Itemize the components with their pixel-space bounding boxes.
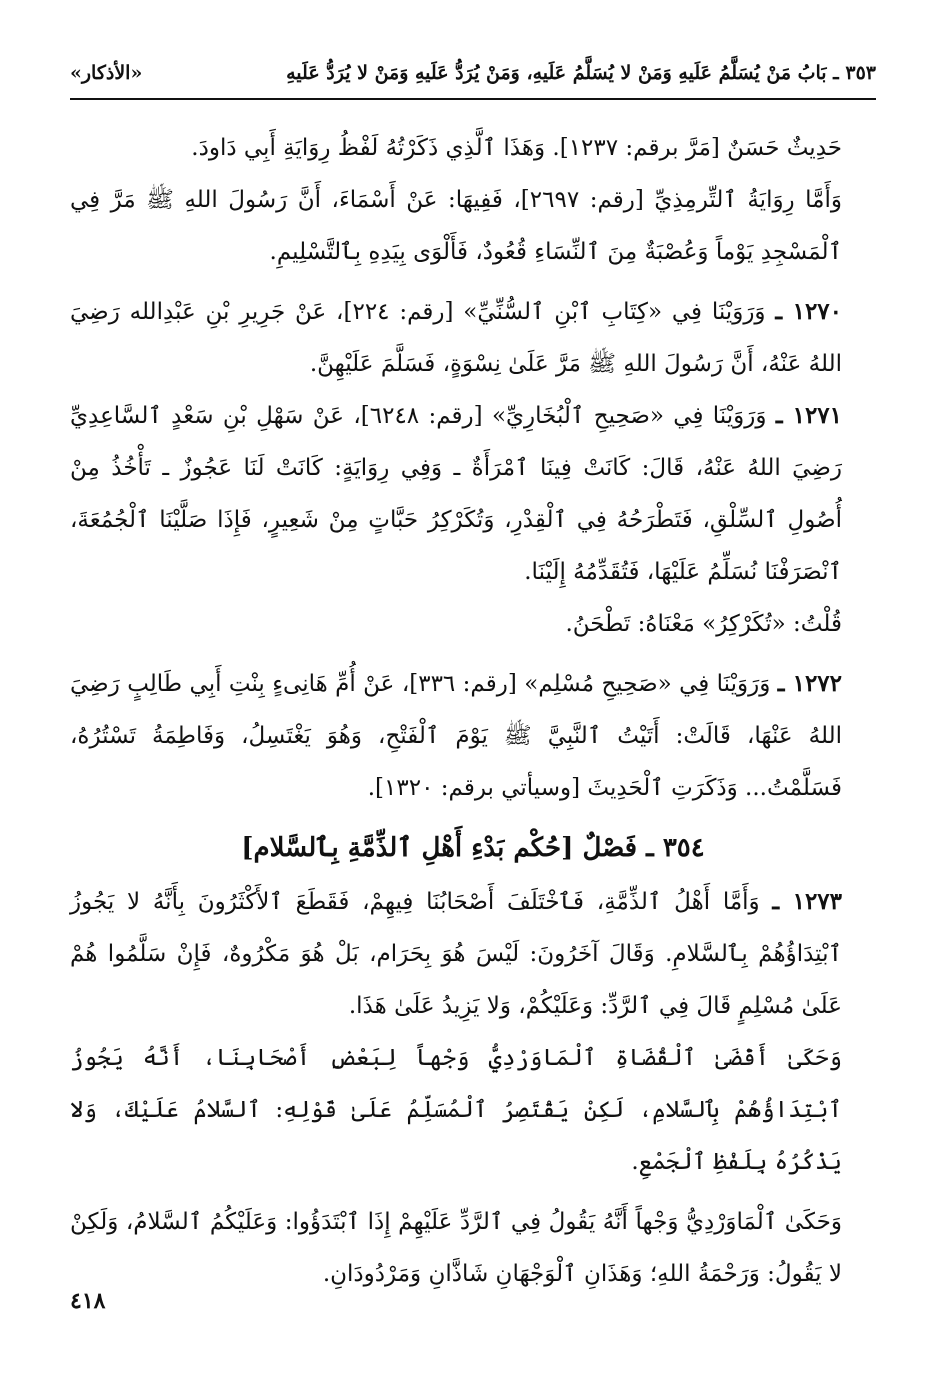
book-page: [70, 52, 876, 1342]
chapter-title: ٣٥٣ ـ بَابُ مَنْ يُسَلَّمُ عَلَيهِ وَمَنْ لا يُسَلَّمُ عَلَيهِ، وَمَنْ يُرَدُّ عَلَيهِ وَمَنْ لا يُرَدُّ عَلَيهِ: [286, 62, 876, 84]
hadith-number: ١٢٧١ ـ: [775, 402, 843, 429]
running-header: [70, 52, 876, 100]
paragraph-text: وَرَوَيْنَا فِي «صَحِيحِ ٱلْبُخَارِيِّ» [رقم: ٦٢٤٨]، عَنْ سَهْلِ بْنِ سَعْدٍ ٱلسَّاعِدِيِّ رَضِيَ اللهُ عَنْهُ، قَالَ: كَانَتْ فِينَا ٱمْرَأَةٌ ـ وَفِي رِوَايَةٍ: كَانَتْ لَنَا عَجُوزٌ ـ تَأْخُذُ مِنْ أُصُولِ ٱلسِّلْقِ، فَتَطْرَحُهُ فِي ٱلْقِدْرِ، وَتُكَرْكِرُ حَبَّاتٍ مِنْ شَعِيرٍ، فَإِذَا صَلَّيْنَا ٱلْجُمُعَةَ، ٱنْصَرَفْنَا نُسَلِّمُ عَلَيْهَا، فَتُقَدِّمُهُ إِلَيْنَا.: [70, 403, 842, 585]
hadith-number: ١٢٧٢ ـ: [777, 670, 843, 697]
book-title: «الأذكار»: [70, 62, 143, 84]
page-body: [70, 122, 876, 1300]
paragraph: [70, 876, 876, 1032]
paragraph-text: وَحَكَىٰ ٱلْمَاوَرْدِيُّ وَجْهاً أَنَّهُ يَقُولُ فِي ٱلرَّدِّ عَلَيْهِمْ إِذَا ٱبْتَدَؤُوا: وَعَلَيْكُمُ ٱلسَّلامُ، وَلَكِنْ لا يَقُولُ: وَرَحْمَةُ اللهِ؛ وَهَذَانِ ٱلْوَجْهَانِ شَاذَّانِ وَمَرْدُودَانِ.: [70, 1209, 842, 1287]
paragraph: [70, 286, 876, 390]
paragraph: [70, 390, 876, 598]
paragraph-text: قُلْتُ: «تُكَرْكِرُ» مَعْنَاهُ: تَطْحَنُ.: [565, 611, 842, 637]
hadith-number: ١٢٧٠ ـ: [775, 298, 843, 325]
section-title: ٣٥٤ ـ فَصْلٌ [حُكْم بَدْءِ أَهْلِ ٱلذِّمَّةِ بِٱلسَّلام]: [241, 833, 705, 863]
paragraph-text: حَدِيثٌ حَسَنٌ [مَرَّ برقم: ١٢٣٧]. وَهَذَا ٱلَّذِي ذَكَرْتُهُ لَفْظُ رِوَايَةِ أَبِي دَاودَ.: [191, 135, 842, 161]
paragraph-text: وَرَوَيْنَا فِي «صَحِيحِ مُسْلِم» [رقم: ٣٣٦]، عَنْ أُمِّ هَانِىءٍ بِنْتِ أَبِي طَالِبٍ رَضِيَ اللهُ عَنْهَا، قَالَتْ: أَتَيْتُ ٱلنَّبِيَّ ﷺ يَوْمَ ٱلْفَتْحِ، وَهُوَ يَغْتَسِلُ، وَفَاطِمَةُ تَسْتُرُهُ، فَسَلَّمْتُ... وَذَكَرَتِ ٱلْحَدِيثَ [وسيأتي برقم: ١٣٢٠].: [70, 671, 842, 801]
paragraph: [70, 1196, 876, 1300]
paragraph-text: وَحَكَىٰ أَقْضَىٰ ٱلْقُضَاةِ ٱلْمَاوَرْدِيُّ وَجْهاً لِبَعْضِ أَصْحَابِنَا، أَنَّهُ يَجُوزُ ٱبْتِدَاؤُهُمْ بِٱلسَّلامِ، لَكِنْ يَقْتَصِرُ ٱلْمُسَلِّمُ عَلَىٰ قَوْلِهِ: ٱلسَّلامُ عَلَيْكَ، وَلا يَذْكُرُهُ بِلَفْظِ ٱلْجَمْعِ.: [70, 1045, 842, 1175]
paragraph: [70, 598, 876, 650]
page-number: ٤١٨: [70, 1288, 106, 1314]
paragraph: [70, 658, 876, 814]
paragraph: [70, 1032, 876, 1188]
paragraph: [70, 174, 876, 278]
hadith-number: ١٢٧٣ ـ: [772, 888, 843, 915]
paragraph-text: وَأَمَّا رِوَايَةُ ٱلتِّرمِذِيِّ [رقم: ٢٦٩٧]، فَفِيهَا: عَنْ أَسْمَاءَ، أَنَّ رَسُولَ اللهِ ﷺ مَرَّ فِي ٱلْمَسْجِدِ يَوْماً وَعُصْبَةٌ مِنَ ٱلنِّسَاءِ قُعُودٌ، فَأَلْوَى بِيَدِهِ بِٱلتَّسْلِيمِ.: [70, 187, 842, 265]
paragraph-text: وَرَوَيْنَا فِي «كِتَابِ ٱبْنِ ٱلسُّنِّيِّ» [رقم: ٢٢٤]، عَنْ جَرِيرِ بْنِ عَبْدِالله رَضِيَ اللهُ عَنْهُ، أَنَّ رَسُولَ اللهِ ﷺ مَرَّ عَلَىٰ نِسْوَةٍ، فَسَلَّمَ عَلَيْهِنَّ.: [70, 299, 842, 377]
paragraph-text: وَأَمَّا أَهْلُ ٱلذِّمَّةِ، فَٱخْتَلَفَ أَصْحَابُنَا فِيهِمْ، فَقَطَعَ ٱلأَكْثَرُونَ بِأَنَّهُ لا يَجُوزُ ٱبْتِدَاؤُهُمْ بِٱلسَّلامِ. وَقَالَ آخَرُونَ: لَيْسَ هُوَ بِحَرَام، بَلْ هُوَ مَكْرُوهٌ، فَإِنْ سَلَّمُوا هُمْ عَلَىٰ مُسْلِمٍ قَالَ فِي ٱلرَّدِّ: وَعَلَيْكُمْ، وَلا يَزِيدُ عَلَىٰ هَذَا.: [70, 889, 842, 1019]
paragraph: [70, 122, 876, 174]
